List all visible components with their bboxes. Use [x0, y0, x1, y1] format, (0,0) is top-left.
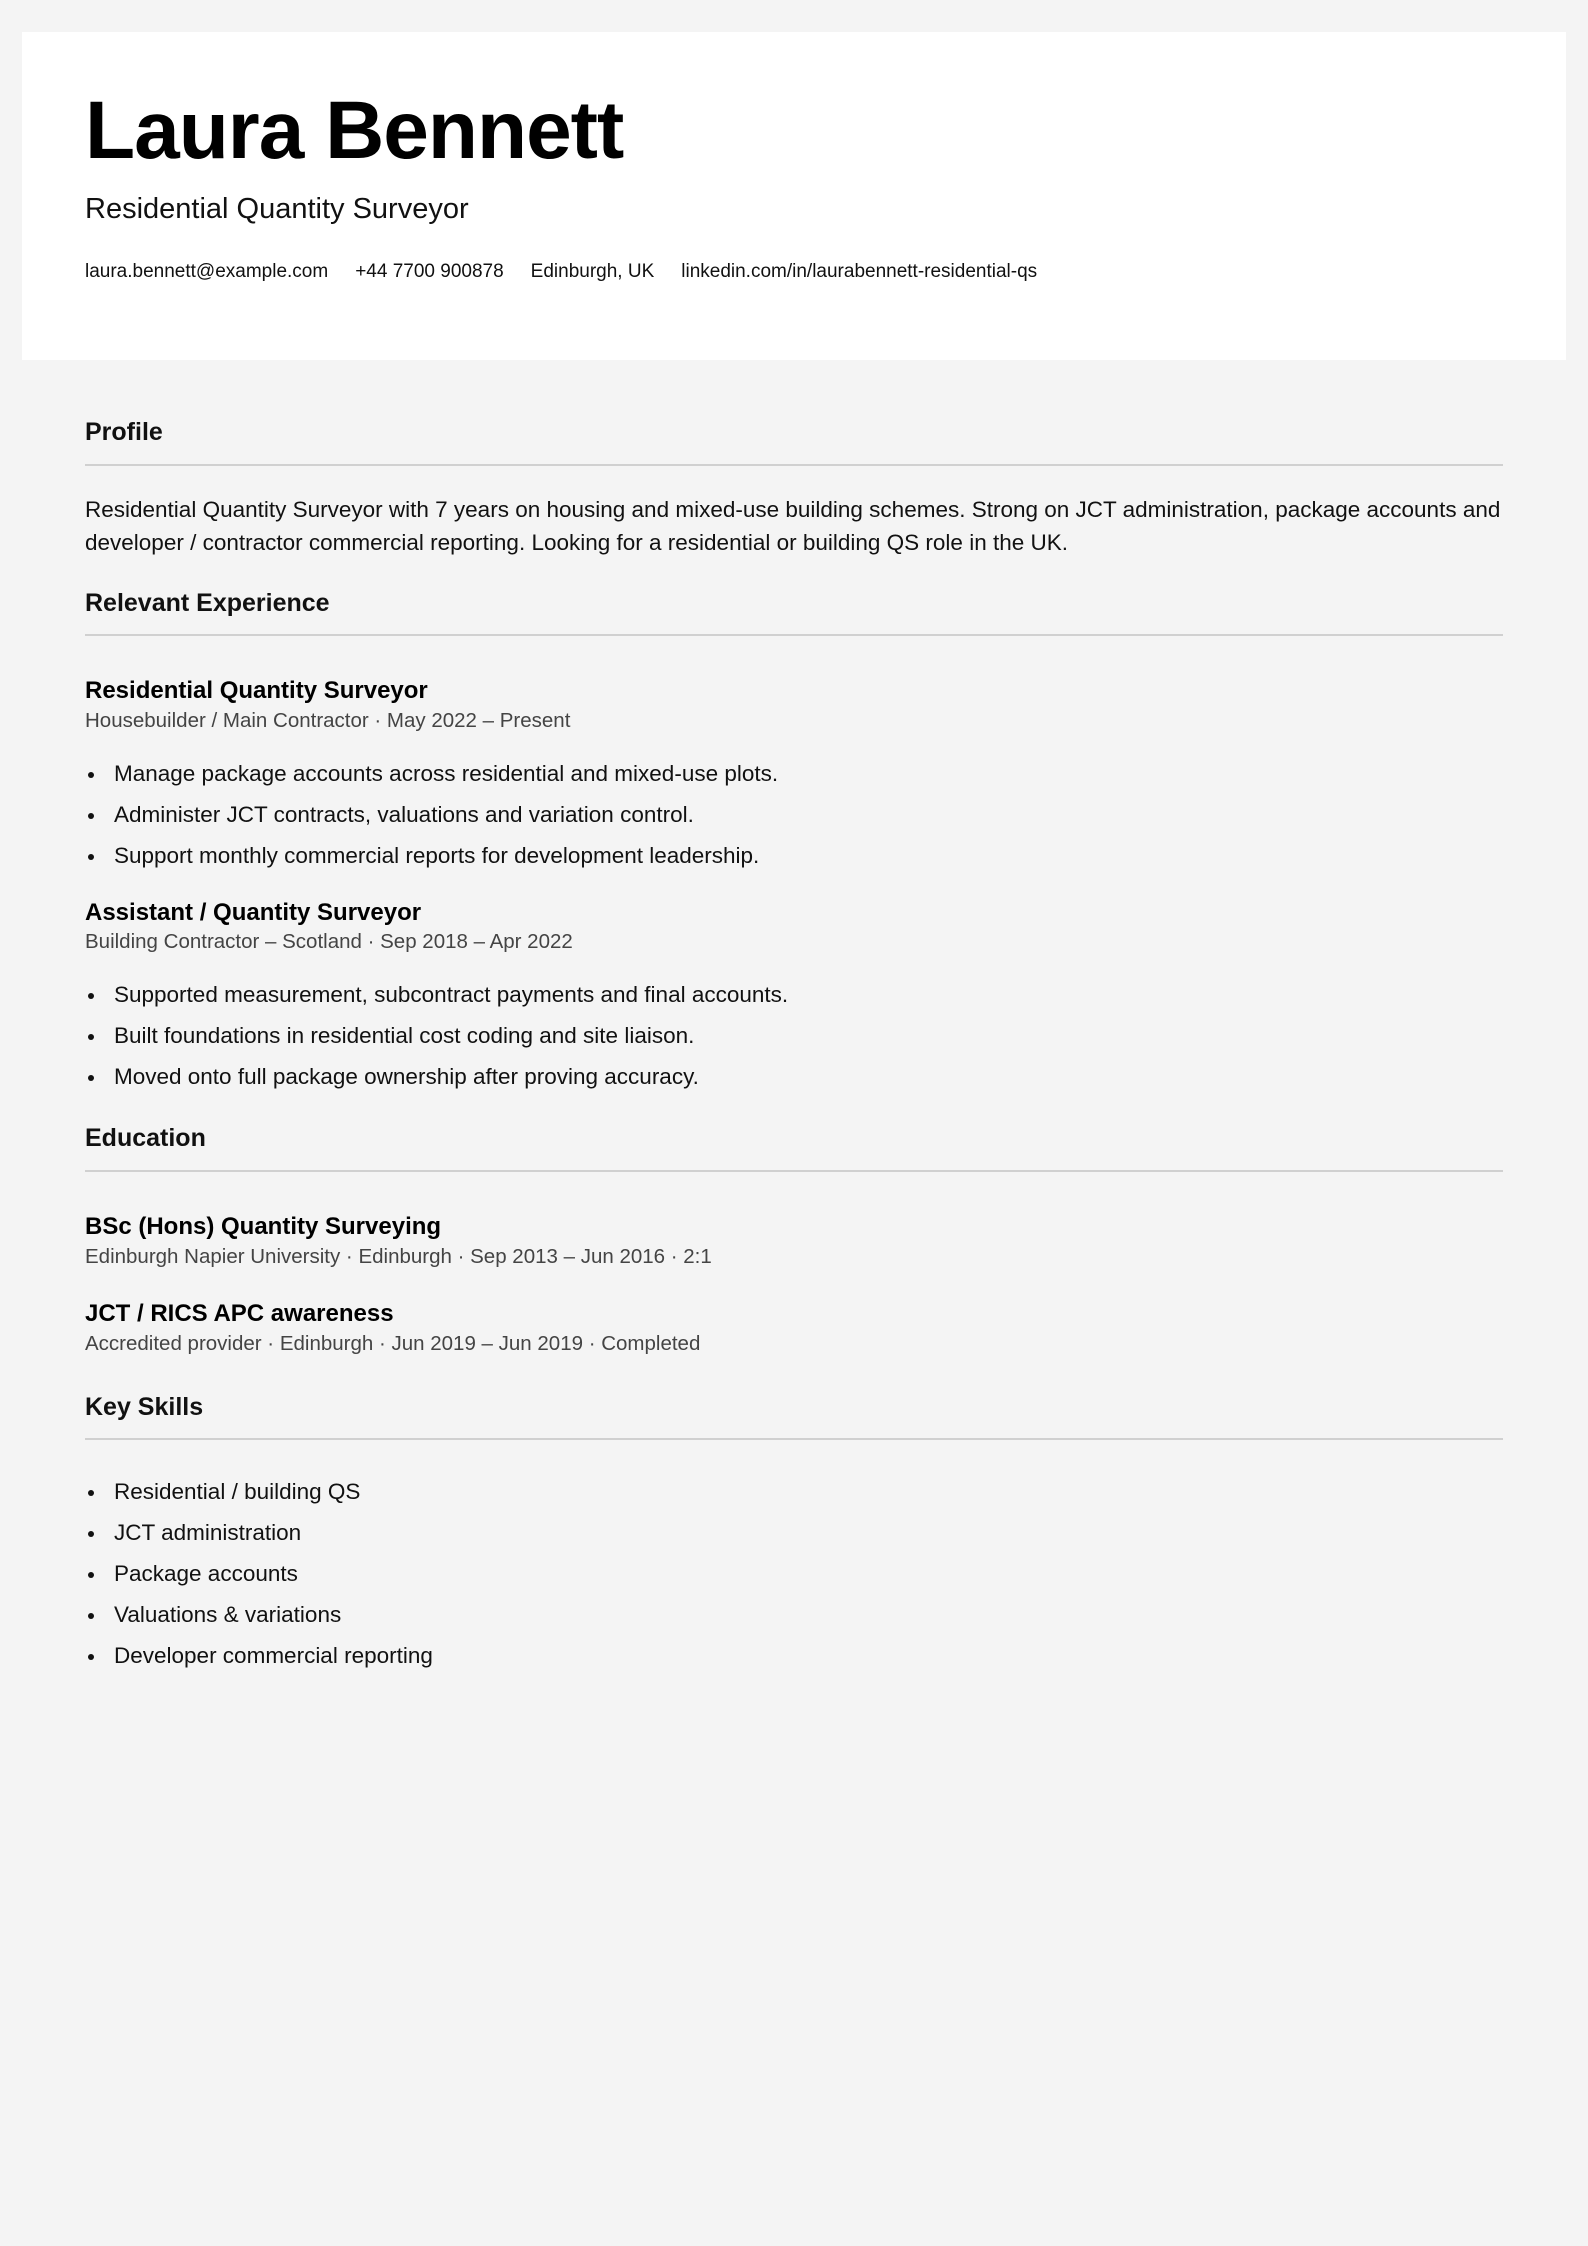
- education-heading: Education: [85, 1124, 206, 1152]
- education-title: JCT / RICS APC awareness: [85, 1300, 394, 1327]
- job-title: Assistant / Quantity Surveyor: [85, 899, 422, 926]
- experience-heading: Relevant Experience: [85, 589, 330, 617]
- job-meta: Building Contractor – Scotland · Sep 2018 – Apr 2022: [85, 930, 573, 953]
- list-item: Supported measurement, subcontract payments and final accounts.: [85, 974, 788, 1015]
- job-bullet-list: [85, 974, 788, 1097]
- list-item: Administer JCT contracts, valuations and variation control.: [85, 794, 778, 835]
- education-divider: [85, 1170, 1503, 1172]
- education-title: BSc (Hons) Quantity Surveying: [85, 1213, 442, 1240]
- contact-email[interactable]: laura.bennett@example.com: [85, 261, 329, 282]
- skills-heading: Key Skills: [85, 1393, 204, 1421]
- candidate-role: Residential Quantity Surveyor: [85, 193, 469, 225]
- list-item: Residential / building QS: [85, 1471, 433, 1512]
- contact-linkedin[interactable]: linkedin.com/in/laurabennett-residential-qs: [681, 261, 1038, 282]
- profile-divider: [85, 464, 1503, 466]
- profile-heading: Profile: [85, 418, 163, 446]
- education-meta: Accredited provider · Edinburgh · Jun 2019 – Jun 2019 · Completed: [85, 1332, 701, 1355]
- experience-divider: [85, 634, 1503, 636]
- education-meta: Edinburgh Napier University · Edinburgh · Sep 2013 – Jun 2016 · 2:1: [85, 1245, 712, 1268]
- header-card: [22, 32, 1566, 360]
- list-item: JCT administration: [85, 1512, 433, 1553]
- job-title: Residential Quantity Surveyor: [85, 677, 428, 704]
- job-meta: Housebuilder / Main Contractor · May 2022 – Present: [85, 709, 571, 732]
- list-item: Package accounts: [85, 1553, 433, 1594]
- contact-phone[interactable]: +44 7700 900878: [355, 261, 504, 282]
- list-item: Support monthly commercial reports for development leadership.: [85, 835, 778, 876]
- list-item: Moved onto full package ownership after proving accuracy.: [85, 1056, 788, 1097]
- contact-location: Edinburgh, UK: [530, 261, 655, 282]
- list-item: Valuations & variations: [85, 1594, 433, 1635]
- list-item: Manage package accounts across residential and mixed-use plots.: [85, 753, 778, 794]
- contact-list: [85, 262, 1037, 281]
- job-bullet-list: [85, 753, 778, 876]
- skills-divider: [85, 1438, 1503, 1440]
- list-item: Developer commercial reporting: [85, 1635, 433, 1676]
- profile-text: Residential Quantity Surveyor with 7 years on housing and mixed-use building schemes. Strong on JCT administration, package accounts and developer / contractor commercial reporting. Looking for a residential or building QS role in the UK.: [85, 497, 1501, 555]
- list-item: Built foundations in residential cost coding and site liaison.: [85, 1015, 788, 1056]
- skills-list: [85, 1471, 433, 1676]
- candidate-name: Laura Bennett: [85, 85, 624, 176]
